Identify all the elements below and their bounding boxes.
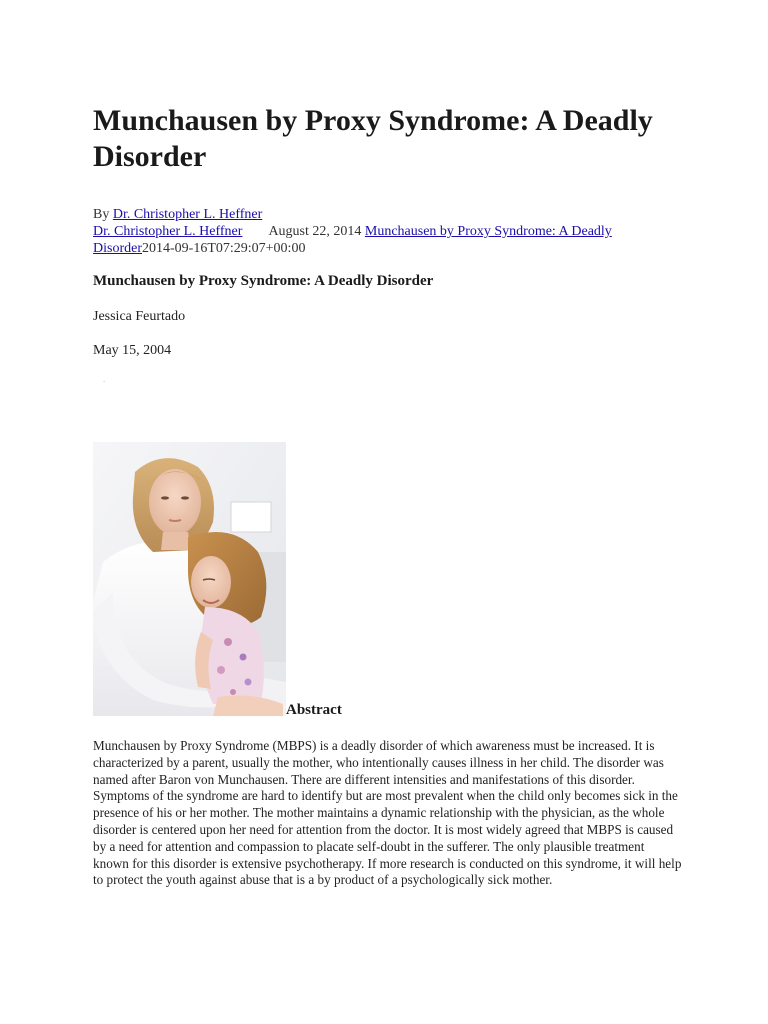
abstract-text: Munchausen by Proxy Syndrome (MBPS) is a deadly disorder of which awareness must be increased. It is characterized by a parent, usually the mother, who intentionally causes illness in her child. The disorder was named after Baron von Munchausen. There are different intensities and manifestations of this disorder. Symptoms of the syndrome are hard to identify but are most prevalent when the child only becomes sick in the presence of his or her mother. The mother maintains a dynamic relationship with the physician, as the whole disorder is centered upon her need for attention from the doctor. It is most widely agreed that MBPS is caused by a need for attention and compassion to placate self-doubt in the sufferer. The only plausible treatment known for this disorder is extensive psychotherapy. If more research is conducted on this syndrome, it will help to protect the youth against abuse that is a by product of a psychologically sick mother. bbox=[93, 738, 682, 888]
tiny-mark: . bbox=[103, 374, 106, 384]
published-date: August 22, 2014 bbox=[268, 224, 362, 239]
author-link[interactable]: Dr. Christopher L. Heffner bbox=[112, 207, 263, 222]
article-subtitle: Munchausen by Proxy Syndrome: A Deadly Disorder bbox=[93, 273, 434, 289]
mother-child-photo-illustration bbox=[93, 442, 286, 716]
modified-timestamp: 2014-09-16T07:29:07+00:00 bbox=[142, 241, 306, 256]
paper-date: May 15, 2004 bbox=[93, 343, 172, 358]
author-link-secondary[interactable]: Dr. Christopher L. Heffner bbox=[93, 224, 243, 239]
paper-author: Jessica Feurtado bbox=[93, 309, 186, 324]
post-permalink[interactable]: Munchausen by Proxy Syndrome: A Deadly Disorder bbox=[93, 224, 612, 256]
by-prefix: By bbox=[93, 207, 113, 222]
article-photo bbox=[93, 442, 286, 716]
byline bbox=[93, 206, 693, 257]
article-title: Munchausen by Proxy Syndrome: A Deadly Disorder bbox=[93, 104, 653, 173]
abstract-heading: Abstract bbox=[286, 702, 342, 718]
